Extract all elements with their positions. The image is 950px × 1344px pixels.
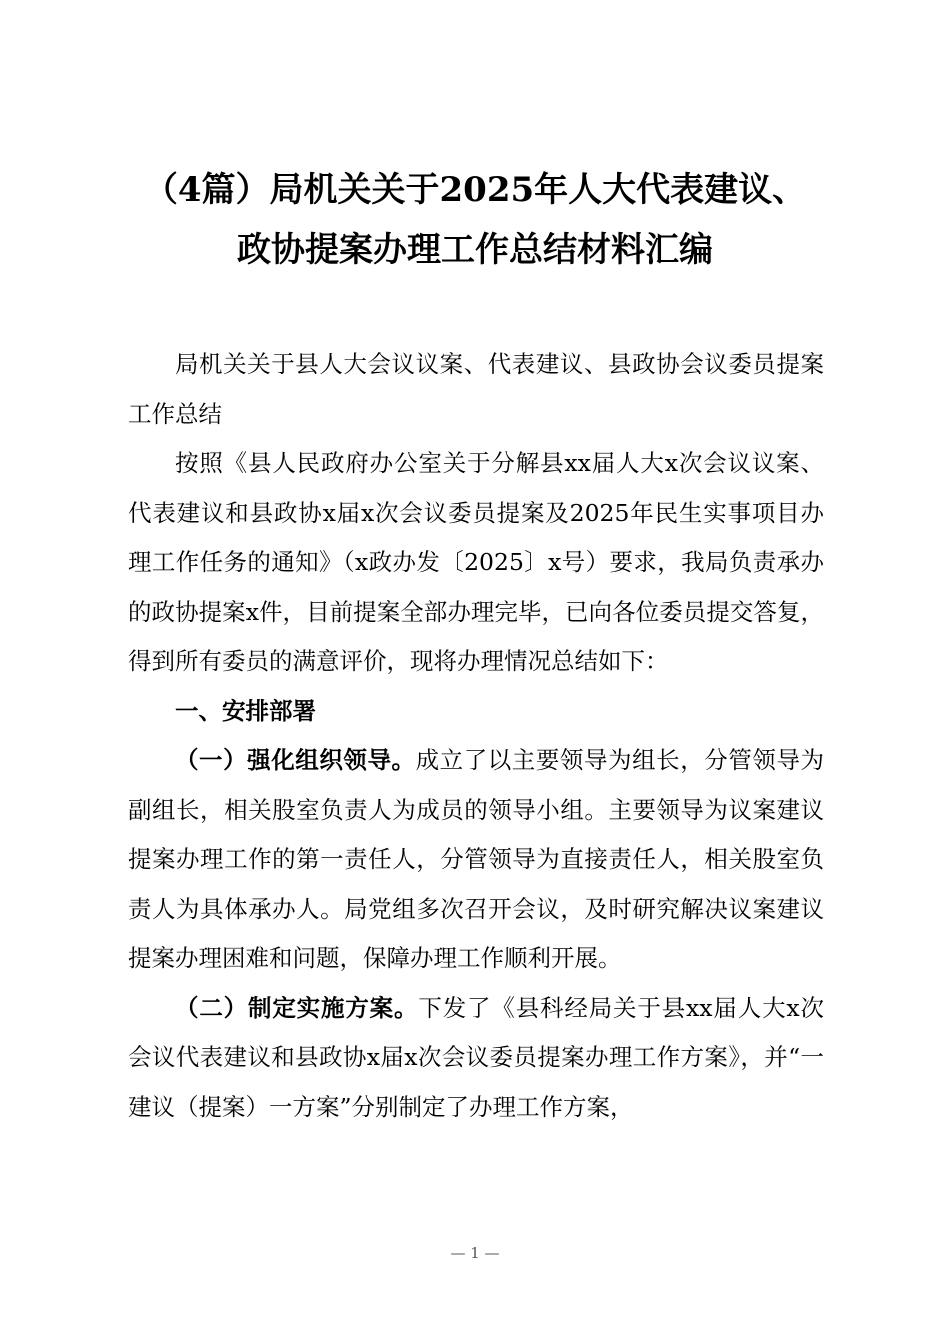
title-line-1: （4篇）局机关关于2025年人大代表建议、 bbox=[143, 170, 807, 210]
page-number: — 1 — bbox=[450, 1244, 500, 1262]
item-2-paragraph bbox=[128, 984, 824, 1133]
intro-paragraph: 按照《县人民政府办公室关于分解县xx届人大x次会议议案、代表建议和县政协x届x次会议委员提案及2025年民生实事项目办理工作任务的通知》（x政办发〔2025〕x号）要求，我局负责承办的政协提案x件，目前提案全部办理完毕，已向各位委员提交答复，得到所有委员的满意评价，现将办理情况总结如下： bbox=[128, 449, 824, 675]
item-2-label: （二）制定实施方案。 bbox=[175, 993, 419, 1022]
section-heading: 一、安排部署 bbox=[175, 696, 316, 725]
item-2-text: 下发了《县科经局关于县xx届人大x次会议代表建议和县政协x届x次会议委员提案办理工作方案》，并“一建议（提案）一方案”分别制定了办理工作方案， bbox=[128, 993, 824, 1121]
item-1-text: 成立了以主要领导为组长，分管领导为副组长，相关股室负责人为成员的领导小组。主要领导为议案建议提案办理工作的第一责任人，分管领导为直接责任人，相关股室负责人为具体承办人。局党组多次召开会议，及时研究解决议案建议提案办理困难和问题，保障办理工作顺利开展。 bbox=[128, 746, 825, 972]
title-line-2: 政协提案办理工作总结材料汇编 bbox=[237, 230, 713, 270]
item-1-label: （一）强化组织领导。 bbox=[175, 746, 416, 774]
document-body bbox=[128, 340, 824, 1132]
subtitle-paragraph: 局机关关于县人大会议议案、代表建议、县政协会议委员提案工作总结 bbox=[128, 350, 824, 428]
document-title bbox=[100, 160, 850, 280]
item-1-paragraph bbox=[128, 736, 824, 984]
